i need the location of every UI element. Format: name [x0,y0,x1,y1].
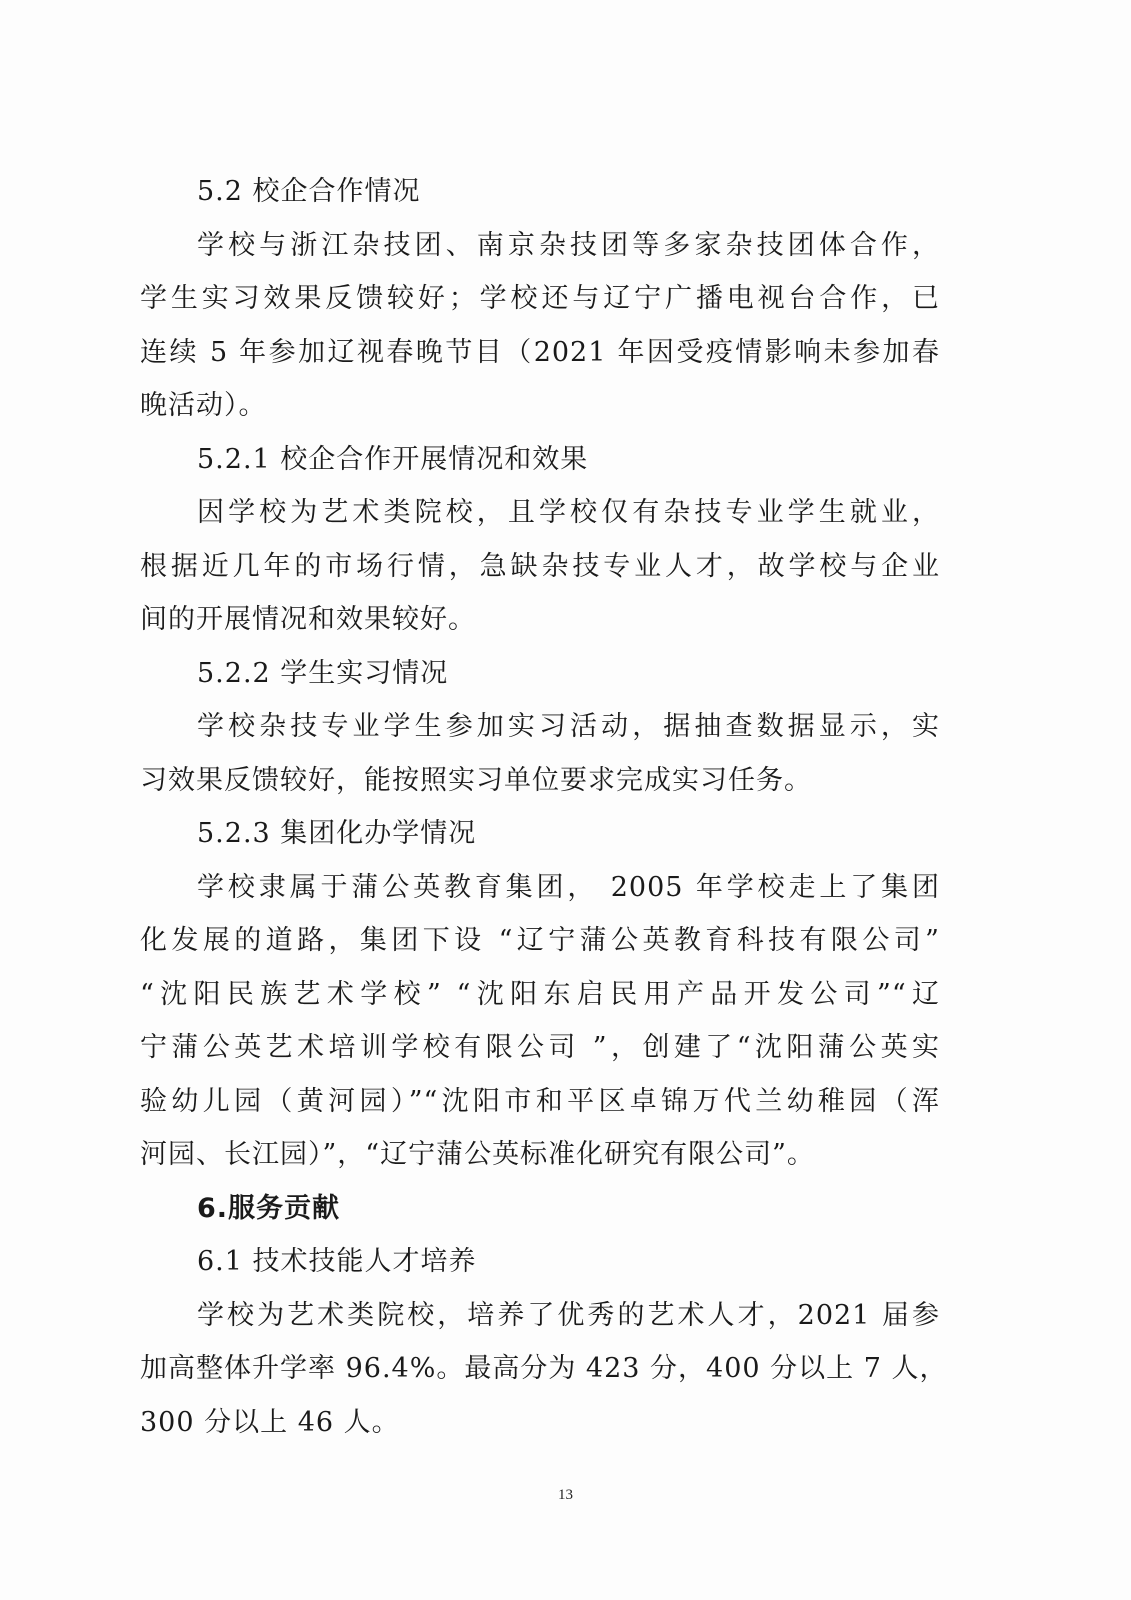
section-heading-6-1: 6.1 技术技能人才培养 [197,1246,477,1277]
page-number: 13 [558,1487,573,1503]
paragraph-line: 加高整体升学率 96.4%。最高分为 423 分，400 分以上 7 人， [140,1353,948,1384]
paragraph-line: 习效果反馈较好，能按照实习单位要求完成实习任务。 [140,764,812,796]
section-heading-5-2-1: 5.2.1 校企合作开展情况和效果 [197,443,589,475]
section-heading-5-2: 5.2 校企合作情况 [197,176,421,207]
paragraph-line: 宁蒲公英艺术培训学校有限公司 ”，创建了“沈阳蒲公英实 [140,1032,940,1063]
paragraph-line: 连续 5 年参加辽视春晚节目（2021 年因受疫情影响未参加春 [140,336,940,368]
section-heading-6: 6.服务贡献 [197,1192,341,1224]
paragraph-line: “沈阳民族艺术学校” “沈阳东启民用产品开发公司”“辽 [140,978,940,1010]
paragraph-5-2-2 [140,700,940,807]
paragraph-line: 根据近几年的市场行情，急缺杂技专业人才，故学校与企业 [140,550,940,582]
paragraph-line: 学校隶属于蒲公英教育集团， 2005 年学校走上了集团 [197,871,940,903]
paragraph-line: 学校与浙江杂技团、南京杂技团等多家杂技团体合作， [197,229,940,261]
paragraph-line: 化发展的道路，集团下设 “辽宁蒲公英教育科技有限公司” [140,925,940,956]
paragraph-5-2-3 [140,861,940,1182]
paragraph-5-2 [140,219,940,433]
paragraph-line: 河园、长江园）”，“辽宁蒲公英标准化研究有限公司”。 [140,1139,815,1170]
section-heading-5-2-2: 5.2.2 学生实习情况 [197,657,449,689]
paragraph-line: 晚活动）。 [140,390,267,421]
paragraph-6-1 [140,1289,948,1450]
paragraph-5-2-1 [140,486,940,647]
document-body [140,165,948,1449]
section-heading-5-2-3: 5.2.3 集团化办学情况 [197,818,477,849]
paragraph-line: 学校杂技专业学生参加实习活动，据抽查数据显示，实 [197,711,940,742]
paragraph-line: 验幼儿园（黄河园）”“沈阳市和平区卓锦万代兰幼稚园（浑 [140,1085,940,1117]
paragraph-line: 因学校为艺术类院校，且学校仅有杂技专业学生就业， [197,497,940,528]
paragraph-line: 300 分以上 46 人。 [140,1406,400,1438]
paragraph-line: 间的开展情况和效果较好。 [140,604,476,635]
paragraph-line: 学生实习效果反馈较好；学校还与辽宁广播电视台合作，已 [140,283,940,314]
paragraph-line: 学校为艺术类院校，培养了优秀的艺术人才，2021 届参 [197,1299,940,1331]
